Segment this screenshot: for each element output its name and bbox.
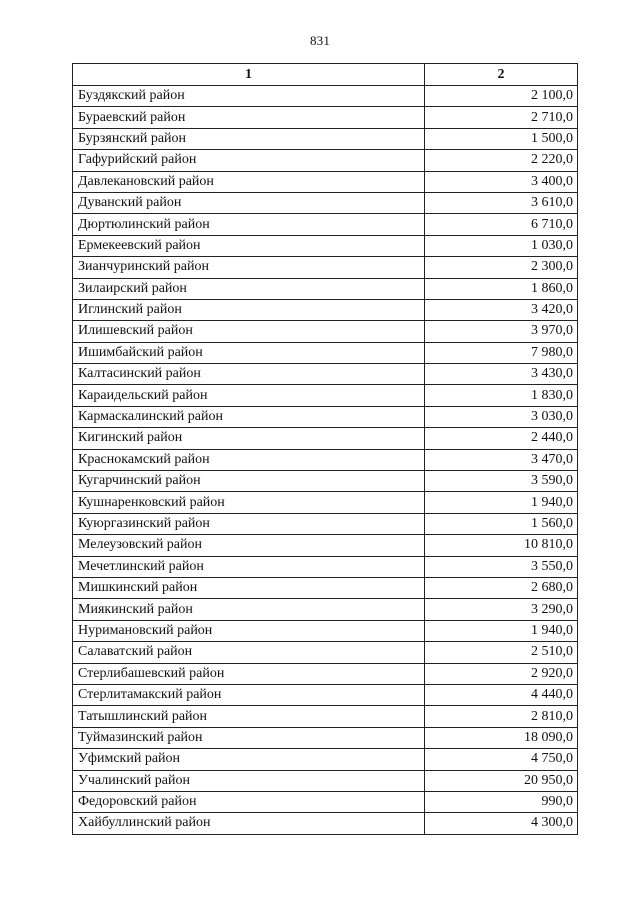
table-row bbox=[73, 299, 578, 320]
amount-cell: 2 440,0 bbox=[425, 428, 578, 449]
table-row bbox=[73, 406, 578, 427]
district-name-cell: Буздякский район bbox=[73, 86, 425, 107]
district-name-cell: Ишимбайский район bbox=[73, 342, 425, 363]
amount-cell: 10 810,0 bbox=[425, 535, 578, 556]
amount-cell: 3 610,0 bbox=[425, 192, 578, 213]
amount-cell: 1 030,0 bbox=[425, 235, 578, 256]
district-name-cell: Нуримановский район bbox=[73, 620, 425, 641]
amount-cell: 3 590,0 bbox=[425, 471, 578, 492]
district-name-cell: Уфимский район bbox=[73, 749, 425, 770]
amount-cell: 3 400,0 bbox=[425, 171, 578, 192]
district-name-cell: Туймазинский район bbox=[73, 727, 425, 748]
district-name-cell: Дуванский район bbox=[73, 192, 425, 213]
amount-cell: 3 290,0 bbox=[425, 599, 578, 620]
district-name-cell: Кугарчинский район bbox=[73, 471, 425, 492]
table-row bbox=[73, 684, 578, 705]
district-name-cell: Иглинский район bbox=[73, 299, 425, 320]
district-name-cell: Кушнаренковский район bbox=[73, 492, 425, 513]
amount-cell: 1 860,0 bbox=[425, 278, 578, 299]
amount-cell: 2 300,0 bbox=[425, 257, 578, 278]
amount-cell: 6 710,0 bbox=[425, 214, 578, 235]
amount-cell: 7 980,0 bbox=[425, 342, 578, 363]
table-row bbox=[73, 192, 578, 213]
district-name-cell: Калтасинский район bbox=[73, 364, 425, 385]
amount-cell: 2 920,0 bbox=[425, 663, 578, 684]
table-row bbox=[73, 342, 578, 363]
district-name-cell: Зианчуринский район bbox=[73, 257, 425, 278]
table-row bbox=[73, 813, 578, 834]
amount-cell: 1 940,0 bbox=[425, 620, 578, 641]
table-row bbox=[73, 150, 578, 171]
amount-cell: 3 430,0 bbox=[425, 364, 578, 385]
table-row bbox=[73, 556, 578, 577]
table-row bbox=[73, 321, 578, 342]
amount-cell: 2 220,0 bbox=[425, 150, 578, 171]
amount-cell: 990,0 bbox=[425, 791, 578, 812]
district-table bbox=[72, 63, 578, 835]
district-name-cell: Бурзянский район bbox=[73, 128, 425, 149]
amount-cell: 18 090,0 bbox=[425, 727, 578, 748]
table-header-row bbox=[73, 64, 578, 86]
table-row bbox=[73, 364, 578, 385]
district-name-cell: Мишкинский район bbox=[73, 577, 425, 598]
amount-cell: 3 420,0 bbox=[425, 299, 578, 320]
table-row bbox=[73, 86, 578, 107]
table-row bbox=[73, 706, 578, 727]
district-name-cell: Куюргазинский район bbox=[73, 513, 425, 534]
amount-cell: 1 560,0 bbox=[425, 513, 578, 534]
district-name-cell: Кигинский район bbox=[73, 428, 425, 449]
page-number: 831 bbox=[309, 33, 331, 48]
table-row bbox=[73, 128, 578, 149]
district-name-cell: Ермекеевский район bbox=[73, 235, 425, 256]
table-row bbox=[73, 513, 578, 534]
table-row bbox=[73, 663, 578, 684]
column-header-2: 2 bbox=[425, 64, 578, 86]
table-row bbox=[73, 385, 578, 406]
table-row bbox=[73, 257, 578, 278]
amount-cell: 3 970,0 bbox=[425, 321, 578, 342]
table-row bbox=[73, 727, 578, 748]
district-name-cell: Федоровский район bbox=[73, 791, 425, 812]
district-name-cell: Стерлитамакский район bbox=[73, 684, 425, 705]
amount-cell: 2 100,0 bbox=[425, 86, 578, 107]
district-name-cell: Гафурийский район bbox=[73, 150, 425, 171]
column-header-1: 1 bbox=[73, 64, 425, 86]
district-name-cell: Миякинский район bbox=[73, 599, 425, 620]
district-name-cell: Караидельский район bbox=[73, 385, 425, 406]
district-name-cell: Мечетлинский район bbox=[73, 556, 425, 577]
district-name-cell: Стерлибашевский район bbox=[73, 663, 425, 684]
district-name-cell: Краснокамский район bbox=[73, 449, 425, 470]
table-row bbox=[73, 171, 578, 192]
district-name-cell: Кармаскалинский район bbox=[73, 406, 425, 427]
table-row bbox=[73, 642, 578, 663]
table-row bbox=[73, 535, 578, 556]
amount-cell: 1 940,0 bbox=[425, 492, 578, 513]
district-name-cell: Татышлинский район bbox=[73, 706, 425, 727]
district-name-cell: Салаватский район bbox=[73, 642, 425, 663]
amount-cell: 3 550,0 bbox=[425, 556, 578, 577]
table-row bbox=[73, 235, 578, 256]
amount-cell: 3 030,0 bbox=[425, 406, 578, 427]
district-name-cell: Мелеузовский район bbox=[73, 535, 425, 556]
amount-cell: 1 500,0 bbox=[425, 128, 578, 149]
district-name-cell: Илишевский район bbox=[73, 321, 425, 342]
table-row bbox=[73, 428, 578, 449]
table-row bbox=[73, 492, 578, 513]
table-row bbox=[73, 471, 578, 492]
amount-cell: 2 810,0 bbox=[425, 706, 578, 727]
table-row bbox=[73, 278, 578, 299]
table-body bbox=[73, 86, 578, 835]
amount-cell: 2 680,0 bbox=[425, 577, 578, 598]
district-name-cell: Давлекановский район bbox=[73, 171, 425, 192]
table-row bbox=[73, 577, 578, 598]
table-row bbox=[73, 620, 578, 641]
amount-cell: 2 510,0 bbox=[425, 642, 578, 663]
district-name-cell: Хайбуллинский район bbox=[73, 813, 425, 834]
amount-cell: 4 440,0 bbox=[425, 684, 578, 705]
amount-cell: 4 750,0 bbox=[425, 749, 578, 770]
table-row bbox=[73, 449, 578, 470]
table-row bbox=[73, 214, 578, 235]
table-row bbox=[73, 791, 578, 812]
amount-cell: 3 470,0 bbox=[425, 449, 578, 470]
table-row bbox=[73, 749, 578, 770]
district-name-cell: Бураевский район bbox=[73, 107, 425, 128]
table-row bbox=[73, 770, 578, 791]
amount-cell: 1 830,0 bbox=[425, 385, 578, 406]
district-name-cell: Зилаирский район bbox=[73, 278, 425, 299]
table-row bbox=[73, 107, 578, 128]
district-name-cell: Учалинский район bbox=[73, 770, 425, 791]
amount-cell: 4 300,0 bbox=[425, 813, 578, 834]
table-row bbox=[73, 599, 578, 620]
amount-cell: 20 950,0 bbox=[425, 770, 578, 791]
amount-cell: 2 710,0 bbox=[425, 107, 578, 128]
district-name-cell: Дюртюлинский район bbox=[73, 214, 425, 235]
